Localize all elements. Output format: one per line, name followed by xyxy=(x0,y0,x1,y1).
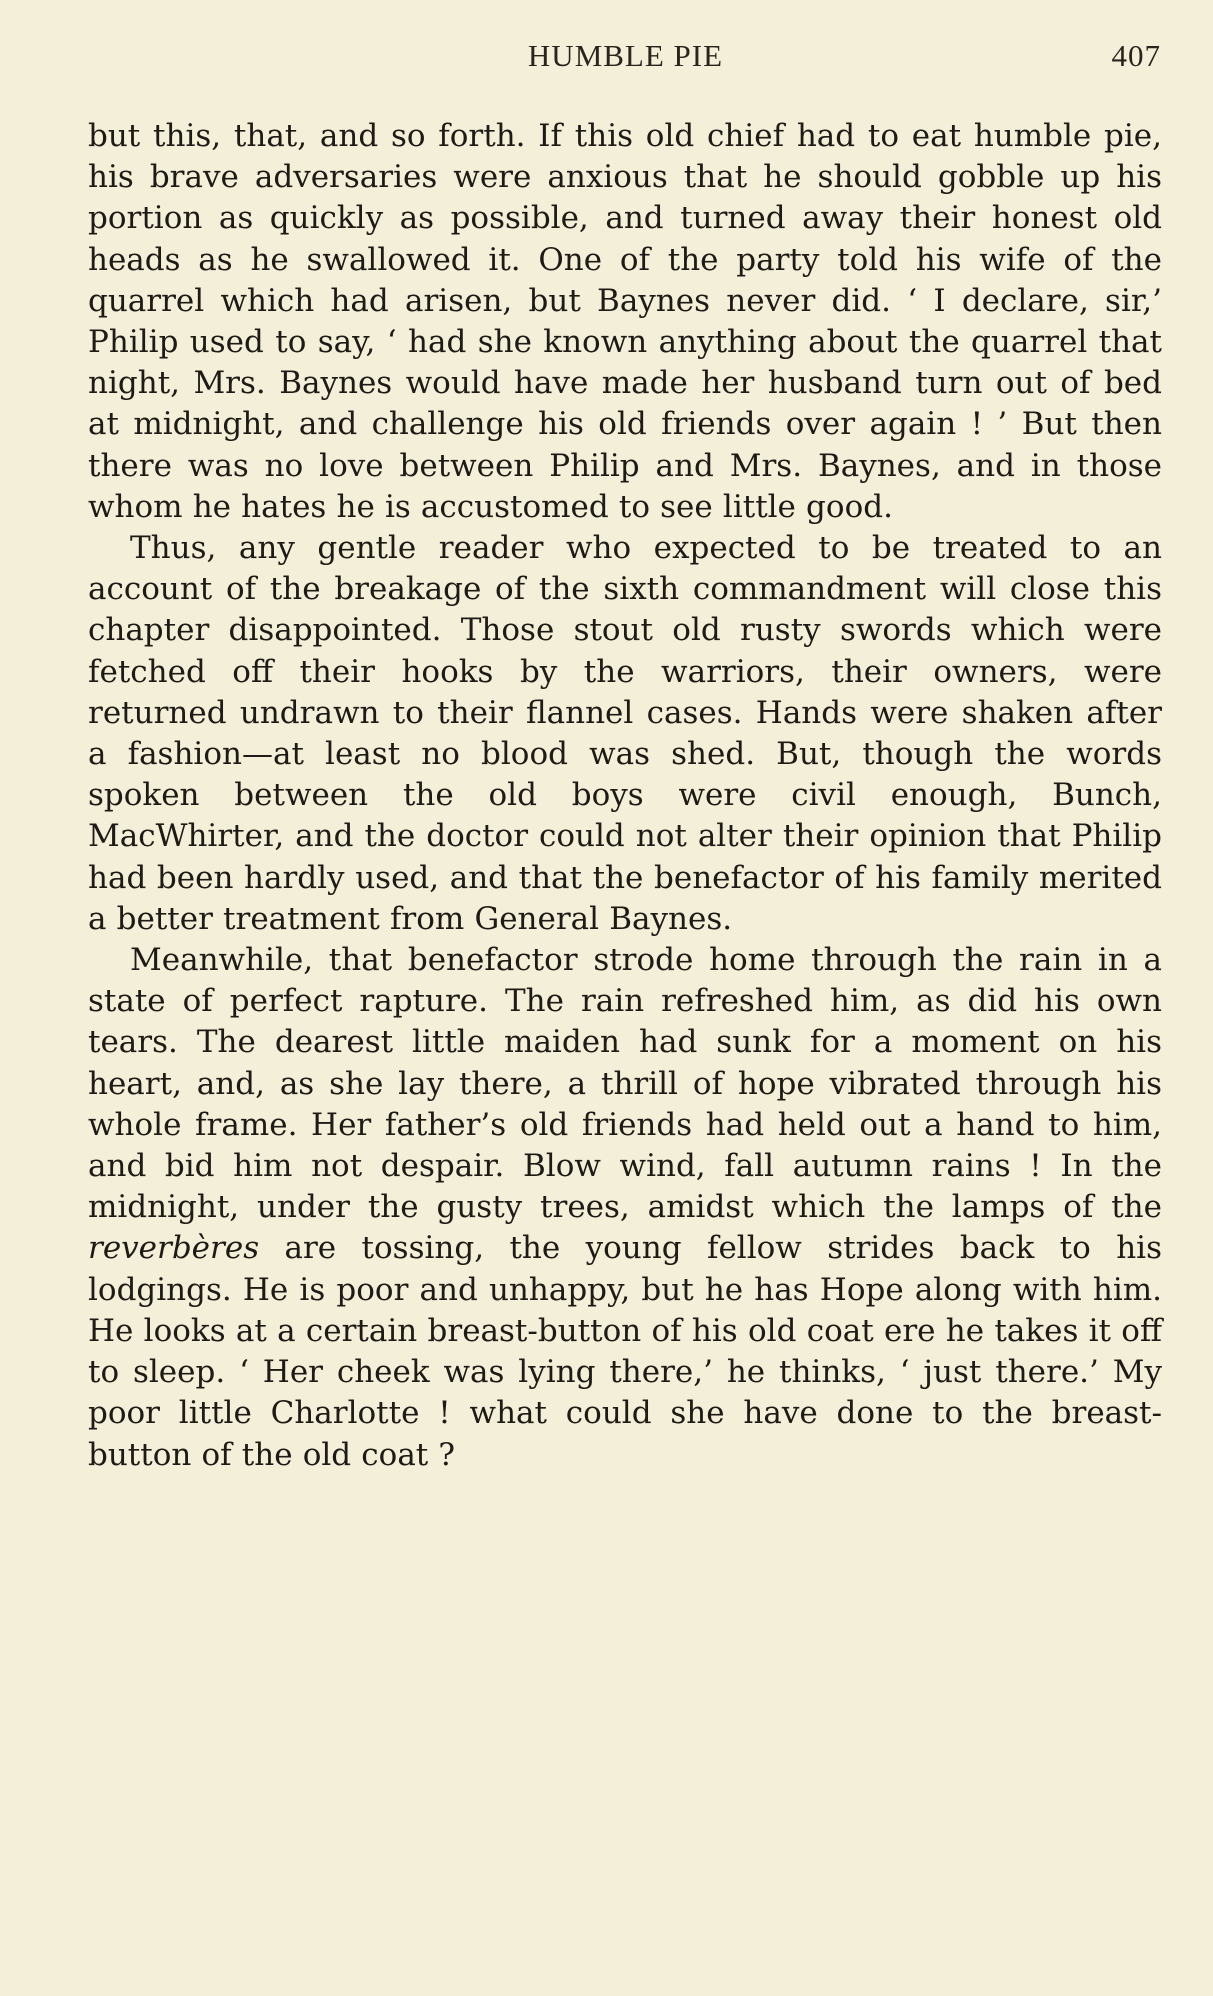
page-number: 407 xyxy=(1111,38,1161,73)
body-text xyxy=(88,116,1162,1476)
italic-word-reverberes: reverbères xyxy=(88,1230,260,1267)
paragraph-1: but this, that, and so forth. If this old chief had to eat humble pie, his brave adversaries were anxious that he should gobble up his portion as quickly as possible, and turned away their honest old heads as he swallowed it. One of the party told his wife of the quarrel which had arisen, but Baynes never did. ‘ I declare, sir,’ Philip used to say, ‘ had she known anything about the quarrel that night, Mrs. Baynes would have made her husband turn out of bed at midnight, and challenge his old friends over again ! ’ But then there was no love between Philip and Mrs. Baynes, and in those whom he hates he is accustomed to see little good. xyxy=(88,118,1162,525)
running-head xyxy=(90,38,1161,86)
paragraph-3-start: Meanwhile, that benefactor strode home through the rain in a state of perfect rapture. The rain refreshed him, as did his own tears. The dearest little maiden had sunk for a moment on his heart, and, as she lay there, a thrill of hope vibrated through his whole frame. Her father’s old friends had held out a hand to him, and bid him not despair. Blow wind, fall autumn rains ! In the midnight, under the gusty trees, amidst which the lamps of the xyxy=(88,942,1162,1226)
paragraph-3 xyxy=(88,940,1162,1476)
chapter-title: HUMBLE PIE xyxy=(527,38,724,73)
paragraph-2: Thus, any gentle reader who expected to be treated to an account of the breakage of the sixth commandment will close this chapter disappointed. Those stout old rusty swords which were fetched off their hooks by the warriors, their owners, were returned undrawn to their flannel cases. Hands were shaken after a fashion—at least no blood was shed. But, though the words spoken between the old boys were civil enough, Bunch, MacWhirter, and the doctor could not alter their opinion that Philip had been hardly used, and that the benefactor of his family merited a better treatment from General Baynes. xyxy=(88,530,1162,937)
paragraph-3-end: are tossing, the young fellow strides back to his lodgings. He is poor and unhappy, but he has Hope along with him. He looks at a certain breast-button of his old coat ere he takes it off to sleep. ‘ Her cheek was lying there,’ he thinks, ‘ just there.’ My poor little Charlotte ! what could she have done to the breast-button of the old coat ? xyxy=(88,1230,1162,1473)
